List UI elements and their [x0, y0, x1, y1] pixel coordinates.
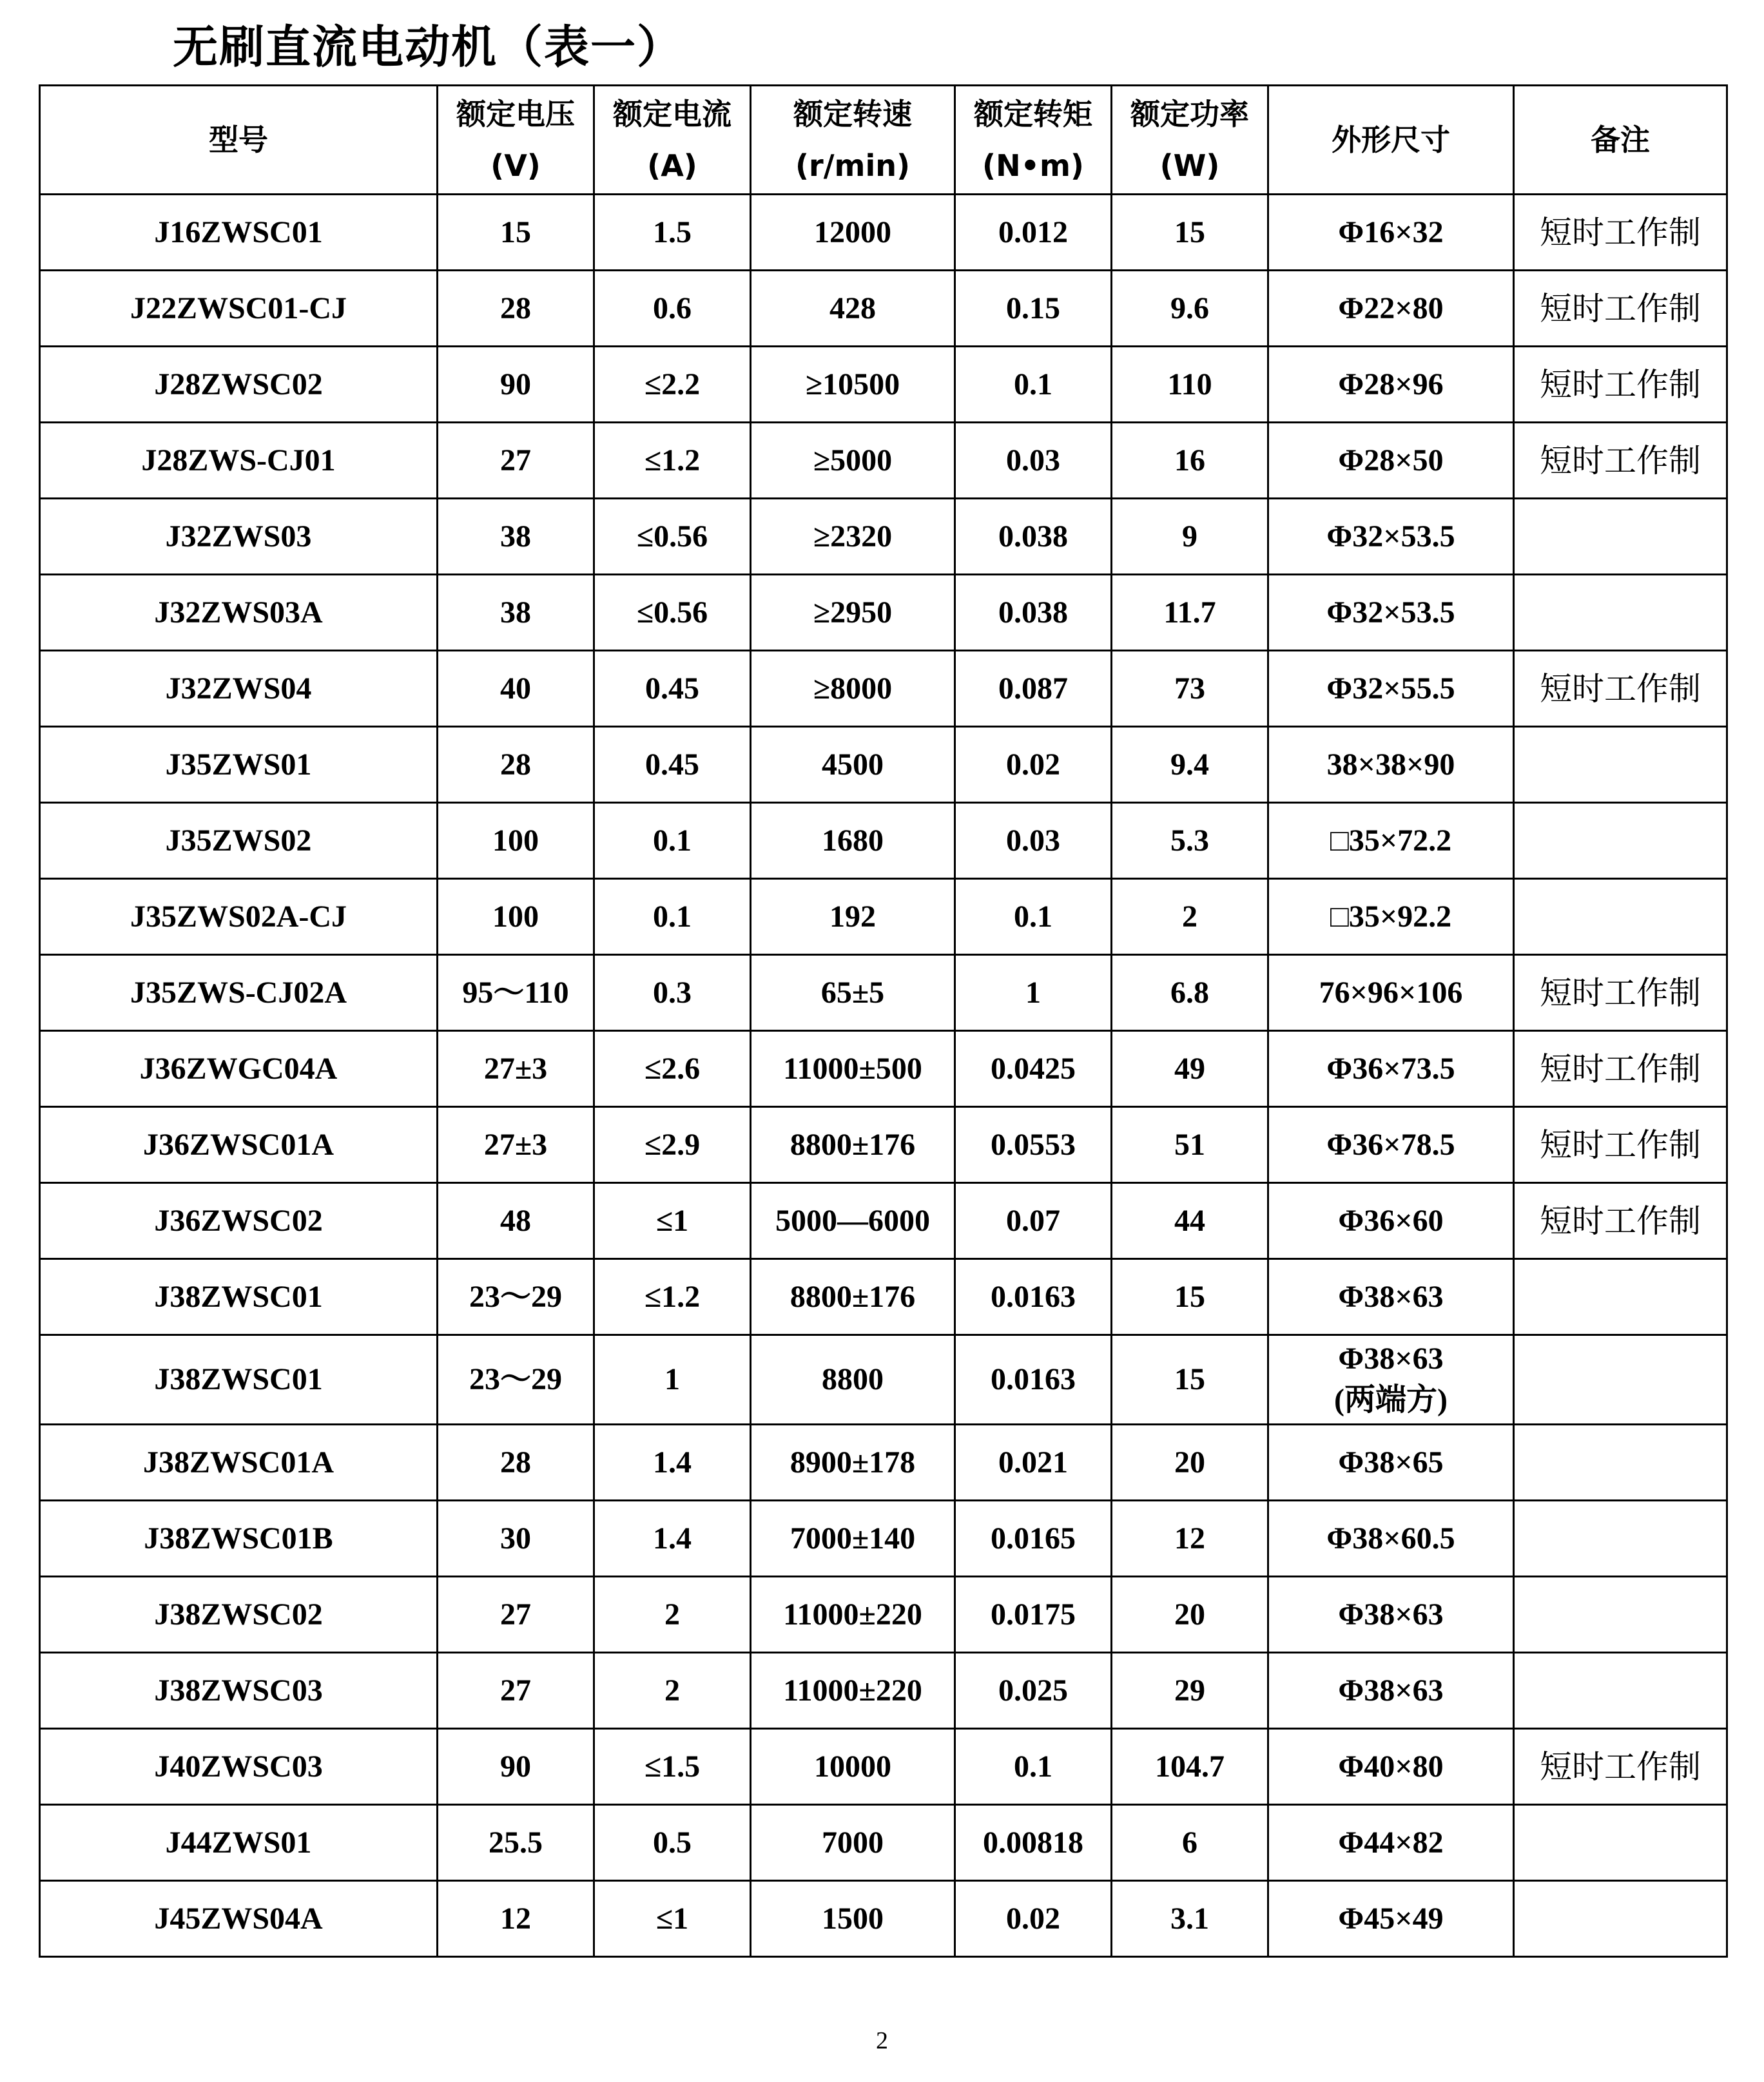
cell-torque: 0.0163: [955, 1259, 1112, 1335]
header-voltage-unit: (V): [490, 148, 541, 183]
cell-current: 1: [594, 1335, 751, 1425]
table-row: [40, 1805, 1727, 1881]
cell-remarks: 短时工作制: [1514, 1183, 1727, 1259]
page-title: 无刷直流电动机（表一）: [173, 21, 683, 73]
cell-current: 0.45: [594, 727, 751, 803]
cell-remarks: [1514, 1577, 1727, 1653]
cell-current: ≤1: [594, 1183, 751, 1259]
table-row: [40, 195, 1727, 271]
cell-voltage: 15: [438, 195, 594, 271]
cell-dimensions: [1268, 271, 1514, 347]
motor-spec-table: [39, 84, 1728, 1958]
cell-speed: 65±5: [751, 955, 955, 1031]
table-row: [40, 651, 1727, 727]
cell-dimensions: [1268, 1259, 1514, 1335]
dimensions-value: □35×92.2: [1330, 899, 1452, 934]
cell-voltage: 48: [438, 1183, 594, 1259]
cell-torque: 0.02: [955, 727, 1112, 803]
cell-model: J38ZWSC01B: [40, 1501, 438, 1577]
cell-speed: 12000: [751, 195, 955, 271]
cell-power: 110: [1112, 347, 1268, 423]
header-dimensions: [1268, 86, 1514, 195]
cell-model: J35ZWS-CJ02A: [40, 955, 438, 1031]
cell-model: J38ZWSC01: [40, 1259, 438, 1335]
cell-voltage: 27: [438, 423, 594, 499]
cell-power: 2: [1112, 879, 1268, 955]
cell-voltage: 12: [438, 1881, 594, 1957]
cell-power: 16: [1112, 423, 1268, 499]
cell-dimensions: [1268, 879, 1514, 955]
header-model-label: 型号: [209, 122, 268, 157]
cell-torque: 0.021: [955, 1425, 1112, 1501]
cell-current: ≤2.9: [594, 1107, 751, 1183]
table-row: [40, 1107, 1727, 1183]
header-power-label: 额定功率: [1130, 97, 1249, 131]
cell-remarks: [1514, 1501, 1727, 1577]
cell-model: J38ZWSC01: [40, 1335, 438, 1425]
cell-remarks: 短时工作制: [1514, 651, 1727, 727]
cell-model: J28ZWSC02: [40, 347, 438, 423]
table-row: [40, 499, 1727, 575]
table-row: [40, 1729, 1727, 1805]
cell-speed: 8900±178: [751, 1425, 955, 1501]
cell-speed: 10000: [751, 1729, 955, 1805]
cell-speed: 11000±220: [751, 1653, 955, 1729]
cell-remarks: [1514, 575, 1727, 651]
dimensions-value: Φ16×32: [1338, 215, 1444, 249]
cell-dimensions: [1268, 1183, 1514, 1259]
cell-model: J22ZWSC01-CJ: [40, 271, 438, 347]
table-row: [40, 1881, 1727, 1957]
header-power-unit: (W): [1159, 148, 1220, 183]
dimensions-value: 38×38×90: [1326, 747, 1455, 782]
cell-speed: 11000±220: [751, 1577, 955, 1653]
cell-voltage: 90: [438, 347, 594, 423]
cell-current: ≤1.2: [594, 1259, 751, 1335]
cell-torque: 0.0175: [955, 1577, 1112, 1653]
table-row: [40, 727, 1727, 803]
cell-torque: 0.03: [955, 423, 1112, 499]
dimensions-note: (两端方): [1334, 1383, 1448, 1417]
cell-dimensions: [1268, 1501, 1514, 1577]
cell-torque: 0.07: [955, 1183, 1112, 1259]
cell-dimensions: [1268, 1425, 1514, 1501]
cell-voltage: 23～29: [438, 1259, 594, 1335]
dimensions-value: 76×96×106: [1319, 975, 1463, 1010]
cell-current: ≤1: [594, 1881, 751, 1957]
cell-remarks: [1514, 879, 1727, 955]
cell-remarks: [1514, 1425, 1727, 1501]
header-voltage: [438, 86, 594, 195]
cell-current: 2: [594, 1577, 751, 1653]
cell-speed: 1680: [751, 803, 955, 879]
dimensions-value: Φ38×63: [1338, 1597, 1444, 1632]
cell-dimensions: [1268, 575, 1514, 651]
cell-dimensions: [1268, 1335, 1514, 1425]
cell-model: J32ZWS03A: [40, 575, 438, 651]
header-speed-unit: (r/min): [795, 148, 910, 183]
cell-model: J32ZWS03: [40, 499, 438, 575]
header-current-unit: (A): [647, 148, 697, 183]
cell-current: ≤2.6: [594, 1031, 751, 1107]
cell-speed: 1500: [751, 1881, 955, 1957]
cell-speed: 7000: [751, 1805, 955, 1881]
cell-remarks: 短时工作制: [1514, 423, 1727, 499]
dimensions-value: Φ38×63: [1338, 1342, 1444, 1376]
cell-power: 3.1: [1112, 1881, 1268, 1957]
cell-speed: 4500: [751, 727, 955, 803]
dimensions-value: Φ28×96: [1338, 367, 1444, 401]
cell-voltage: 27±3: [438, 1107, 594, 1183]
header-voltage-label: 额定电压: [456, 97, 575, 131]
dimensions-value: Φ44×82: [1338, 1825, 1444, 1860]
cell-model: J35ZWS02A-CJ: [40, 879, 438, 955]
header-remarks-label: 备注: [1591, 122, 1650, 157]
cell-speed: 8800±176: [751, 1107, 955, 1183]
cell-power: 15: [1112, 195, 1268, 271]
cell-torque: 0.15: [955, 271, 1112, 347]
cell-model: J44ZWS01: [40, 1805, 438, 1881]
cell-dimensions: [1268, 803, 1514, 879]
header-torque-label: 额定转矩: [974, 97, 1092, 131]
cell-current: ≤2.2: [594, 347, 751, 423]
cell-torque: 0.0553: [955, 1107, 1112, 1183]
cell-voltage: 40: [438, 651, 594, 727]
table-header-row: [40, 86, 1727, 195]
cell-dimensions: [1268, 727, 1514, 803]
cell-torque: 0.025: [955, 1653, 1112, 1729]
dimensions-value: Φ38×63: [1338, 1673, 1444, 1708]
dimensions-value: Φ38×65: [1338, 1445, 1444, 1480]
dimensions-value: Φ36×73.5: [1326, 1051, 1455, 1086]
cell-dimensions: [1268, 499, 1514, 575]
dimensions-value: Φ32×53.5: [1326, 595, 1455, 630]
cell-speed: 11000±500: [751, 1031, 955, 1107]
table-row: [40, 1259, 1727, 1335]
dimensions-value: Φ40×80: [1338, 1749, 1444, 1784]
cell-voltage: 28: [438, 1425, 594, 1501]
cell-remarks: [1514, 1259, 1727, 1335]
cell-current: 0.5: [594, 1805, 751, 1881]
header-remarks: [1514, 86, 1727, 195]
cell-remarks: [1514, 1653, 1727, 1729]
cell-power: 6: [1112, 1805, 1268, 1881]
cell-dimensions: [1268, 1805, 1514, 1881]
cell-voltage: 27: [438, 1577, 594, 1653]
header-current: [594, 86, 751, 195]
cell-voltage: 38: [438, 499, 594, 575]
cell-torque: 0.0165: [955, 1501, 1112, 1577]
cell-remarks: 短时工作制: [1514, 1031, 1727, 1107]
cell-current: 2: [594, 1653, 751, 1729]
cell-remarks: [1514, 727, 1727, 803]
cell-model: J38ZWSC02: [40, 1577, 438, 1653]
header-power: [1112, 86, 1268, 195]
cell-current: ≤0.56: [594, 499, 751, 575]
cell-speed: 8800±176: [751, 1259, 955, 1335]
cell-power: 49: [1112, 1031, 1268, 1107]
cell-model: J36ZWSC01A: [40, 1107, 438, 1183]
cell-torque: 0.1: [955, 1729, 1112, 1805]
cell-remarks: 短时工作制: [1514, 955, 1727, 1031]
cell-power: 51: [1112, 1107, 1268, 1183]
cell-voltage: 30: [438, 1501, 594, 1577]
cell-model: J28ZWS-CJ01: [40, 423, 438, 499]
table-row: [40, 271, 1727, 347]
cell-current: 0.1: [594, 803, 751, 879]
header-speed-label: 额定转速: [793, 97, 912, 131]
cell-power: 44: [1112, 1183, 1268, 1259]
cell-model: J16ZWSC01: [40, 195, 438, 271]
cell-dimensions: [1268, 1653, 1514, 1729]
cell-current: ≤1.5: [594, 1729, 751, 1805]
cell-dimensions: [1268, 1031, 1514, 1107]
cell-speed: 5000—6000: [751, 1183, 955, 1259]
cell-power: 15: [1112, 1335, 1268, 1425]
table-row: [40, 955, 1727, 1031]
cell-torque: 0.038: [955, 499, 1112, 575]
table-row: [40, 1577, 1727, 1653]
cell-power: 20: [1112, 1577, 1268, 1653]
cell-dimensions: [1268, 1729, 1514, 1805]
cell-torque: 0.03: [955, 803, 1112, 879]
header-dimensions-label: 外形尺寸: [1332, 122, 1450, 157]
cell-torque: 0.038: [955, 575, 1112, 651]
table-row: [40, 1425, 1727, 1501]
cell-current: 0.6: [594, 271, 751, 347]
header-speed: [751, 86, 955, 195]
cell-model: J40ZWSC03: [40, 1729, 438, 1805]
cell-current: 1.5: [594, 195, 751, 271]
cell-power: 15: [1112, 1259, 1268, 1335]
dimensions-value: □35×72.2: [1330, 823, 1452, 858]
cell-current: 0.45: [594, 651, 751, 727]
cell-remarks: [1514, 499, 1727, 575]
dimensions-value: Φ28×50: [1338, 443, 1444, 477]
cell-power: 9: [1112, 499, 1268, 575]
cell-speed: 8800: [751, 1335, 955, 1425]
cell-voltage: 25.5: [438, 1805, 594, 1881]
cell-voltage: 27: [438, 1653, 594, 1729]
cell-torque: 0.0163: [955, 1335, 1112, 1425]
dimensions-value: Φ22×80: [1338, 291, 1444, 325]
cell-remarks: [1514, 1805, 1727, 1881]
dimensions-value: Φ36×78.5: [1326, 1127, 1455, 1162]
cell-current: 0.3: [594, 955, 751, 1031]
table-row: [40, 423, 1727, 499]
header-torque-unit: (N•m): [982, 148, 1084, 183]
cell-dimensions: [1268, 1577, 1514, 1653]
table-row: [40, 1653, 1727, 1729]
table-row: [40, 575, 1727, 651]
cell-model: J36ZWGC04A: [40, 1031, 438, 1107]
cell-power: 6.8: [1112, 955, 1268, 1031]
table-row: [40, 1335, 1727, 1425]
dimensions-value: Φ32×53.5: [1326, 519, 1455, 554]
cell-speed: ≥2950: [751, 575, 955, 651]
cell-current: ≤0.56: [594, 575, 751, 651]
dimensions-value: Φ32×55.5: [1326, 671, 1455, 706]
cell-model: J38ZWSC01A: [40, 1425, 438, 1501]
cell-voltage: 100: [438, 803, 594, 879]
cell-current: 1.4: [594, 1425, 751, 1501]
cell-voltage: 95～110: [438, 955, 594, 1031]
cell-model: J45ZWS04A: [40, 1881, 438, 1957]
table-row: [40, 1183, 1727, 1259]
cell-voltage: 23～29: [438, 1335, 594, 1425]
cell-power: 11.7: [1112, 575, 1268, 651]
cell-dimensions: [1268, 347, 1514, 423]
table-row: [40, 1031, 1727, 1107]
cell-remarks: [1514, 1335, 1727, 1425]
cell-torque: 0.0425: [955, 1031, 1112, 1107]
cell-torque: 0.087: [955, 651, 1112, 727]
cell-current: 0.1: [594, 879, 751, 955]
cell-power: 9.4: [1112, 727, 1268, 803]
cell-model: J32ZWS04: [40, 651, 438, 727]
cell-torque: 1: [955, 955, 1112, 1031]
table-row: [40, 347, 1727, 423]
cell-torque: 0.1: [955, 879, 1112, 955]
cell-power: 12: [1112, 1501, 1268, 1577]
cell-remarks: [1514, 803, 1727, 879]
header-model: [40, 86, 438, 195]
cell-model: J38ZWSC03: [40, 1653, 438, 1729]
cell-voltage: 38: [438, 575, 594, 651]
cell-speed: ≥5000: [751, 423, 955, 499]
cell-torque: 0.02: [955, 1881, 1112, 1957]
cell-speed: ≥2320: [751, 499, 955, 575]
cell-voltage: 28: [438, 727, 594, 803]
cell-model: J36ZWSC02: [40, 1183, 438, 1259]
cell-dimensions: [1268, 423, 1514, 499]
cell-torque: 0.1: [955, 347, 1112, 423]
cell-power: 5.3: [1112, 803, 1268, 879]
cell-power: 20: [1112, 1425, 1268, 1501]
cell-torque: 0.00818: [955, 1805, 1112, 1881]
cell-voltage: 27±3: [438, 1031, 594, 1107]
cell-remarks: 短时工作制: [1514, 347, 1727, 423]
cell-remarks: 短时工作制: [1514, 195, 1727, 271]
dimensions-value: Φ38×60.5: [1326, 1521, 1455, 1556]
cell-power: 9.6: [1112, 271, 1268, 347]
cell-speed: 428: [751, 271, 955, 347]
cell-remarks: [1514, 1881, 1727, 1957]
cell-voltage: 28: [438, 271, 594, 347]
page-number: 2: [876, 2027, 888, 2054]
cell-current: 1.4: [594, 1501, 751, 1577]
cell-voltage: 100: [438, 879, 594, 955]
cell-speed: 7000±140: [751, 1501, 955, 1577]
cell-dimensions: [1268, 195, 1514, 271]
dimensions-value: Φ36×60: [1338, 1203, 1444, 1238]
cell-model: J35ZWS02: [40, 803, 438, 879]
header-torque: [955, 86, 1112, 195]
cell-power: 29: [1112, 1653, 1268, 1729]
cell-power: 73: [1112, 651, 1268, 727]
table-row: [40, 879, 1727, 955]
cell-model: J35ZWS01: [40, 727, 438, 803]
cell-voltage: 90: [438, 1729, 594, 1805]
cell-dimensions: [1268, 955, 1514, 1031]
cell-speed: 192: [751, 879, 955, 955]
cell-dimensions: [1268, 1881, 1514, 1957]
cell-power: 104.7: [1112, 1729, 1268, 1805]
dimensions-value: Φ38×63: [1338, 1279, 1444, 1314]
cell-current: ≤1.2: [594, 423, 751, 499]
cell-torque: 0.012: [955, 195, 1112, 271]
cell-remarks: 短时工作制: [1514, 1729, 1727, 1805]
cell-remarks: 短时工作制: [1514, 1107, 1727, 1183]
cell-remarks: 短时工作制: [1514, 271, 1727, 347]
dimensions-value: Φ45×49: [1338, 1901, 1444, 1936]
table-row: [40, 803, 1727, 879]
cell-dimensions: [1268, 1107, 1514, 1183]
cell-dimensions: [1268, 651, 1514, 727]
table-body: [40, 195, 1727, 1957]
table-row: [40, 1501, 1727, 1577]
header-current-label: 额定电流: [613, 97, 732, 131]
cell-speed: ≥8000: [751, 651, 955, 727]
cell-speed: ≥10500: [751, 347, 955, 423]
